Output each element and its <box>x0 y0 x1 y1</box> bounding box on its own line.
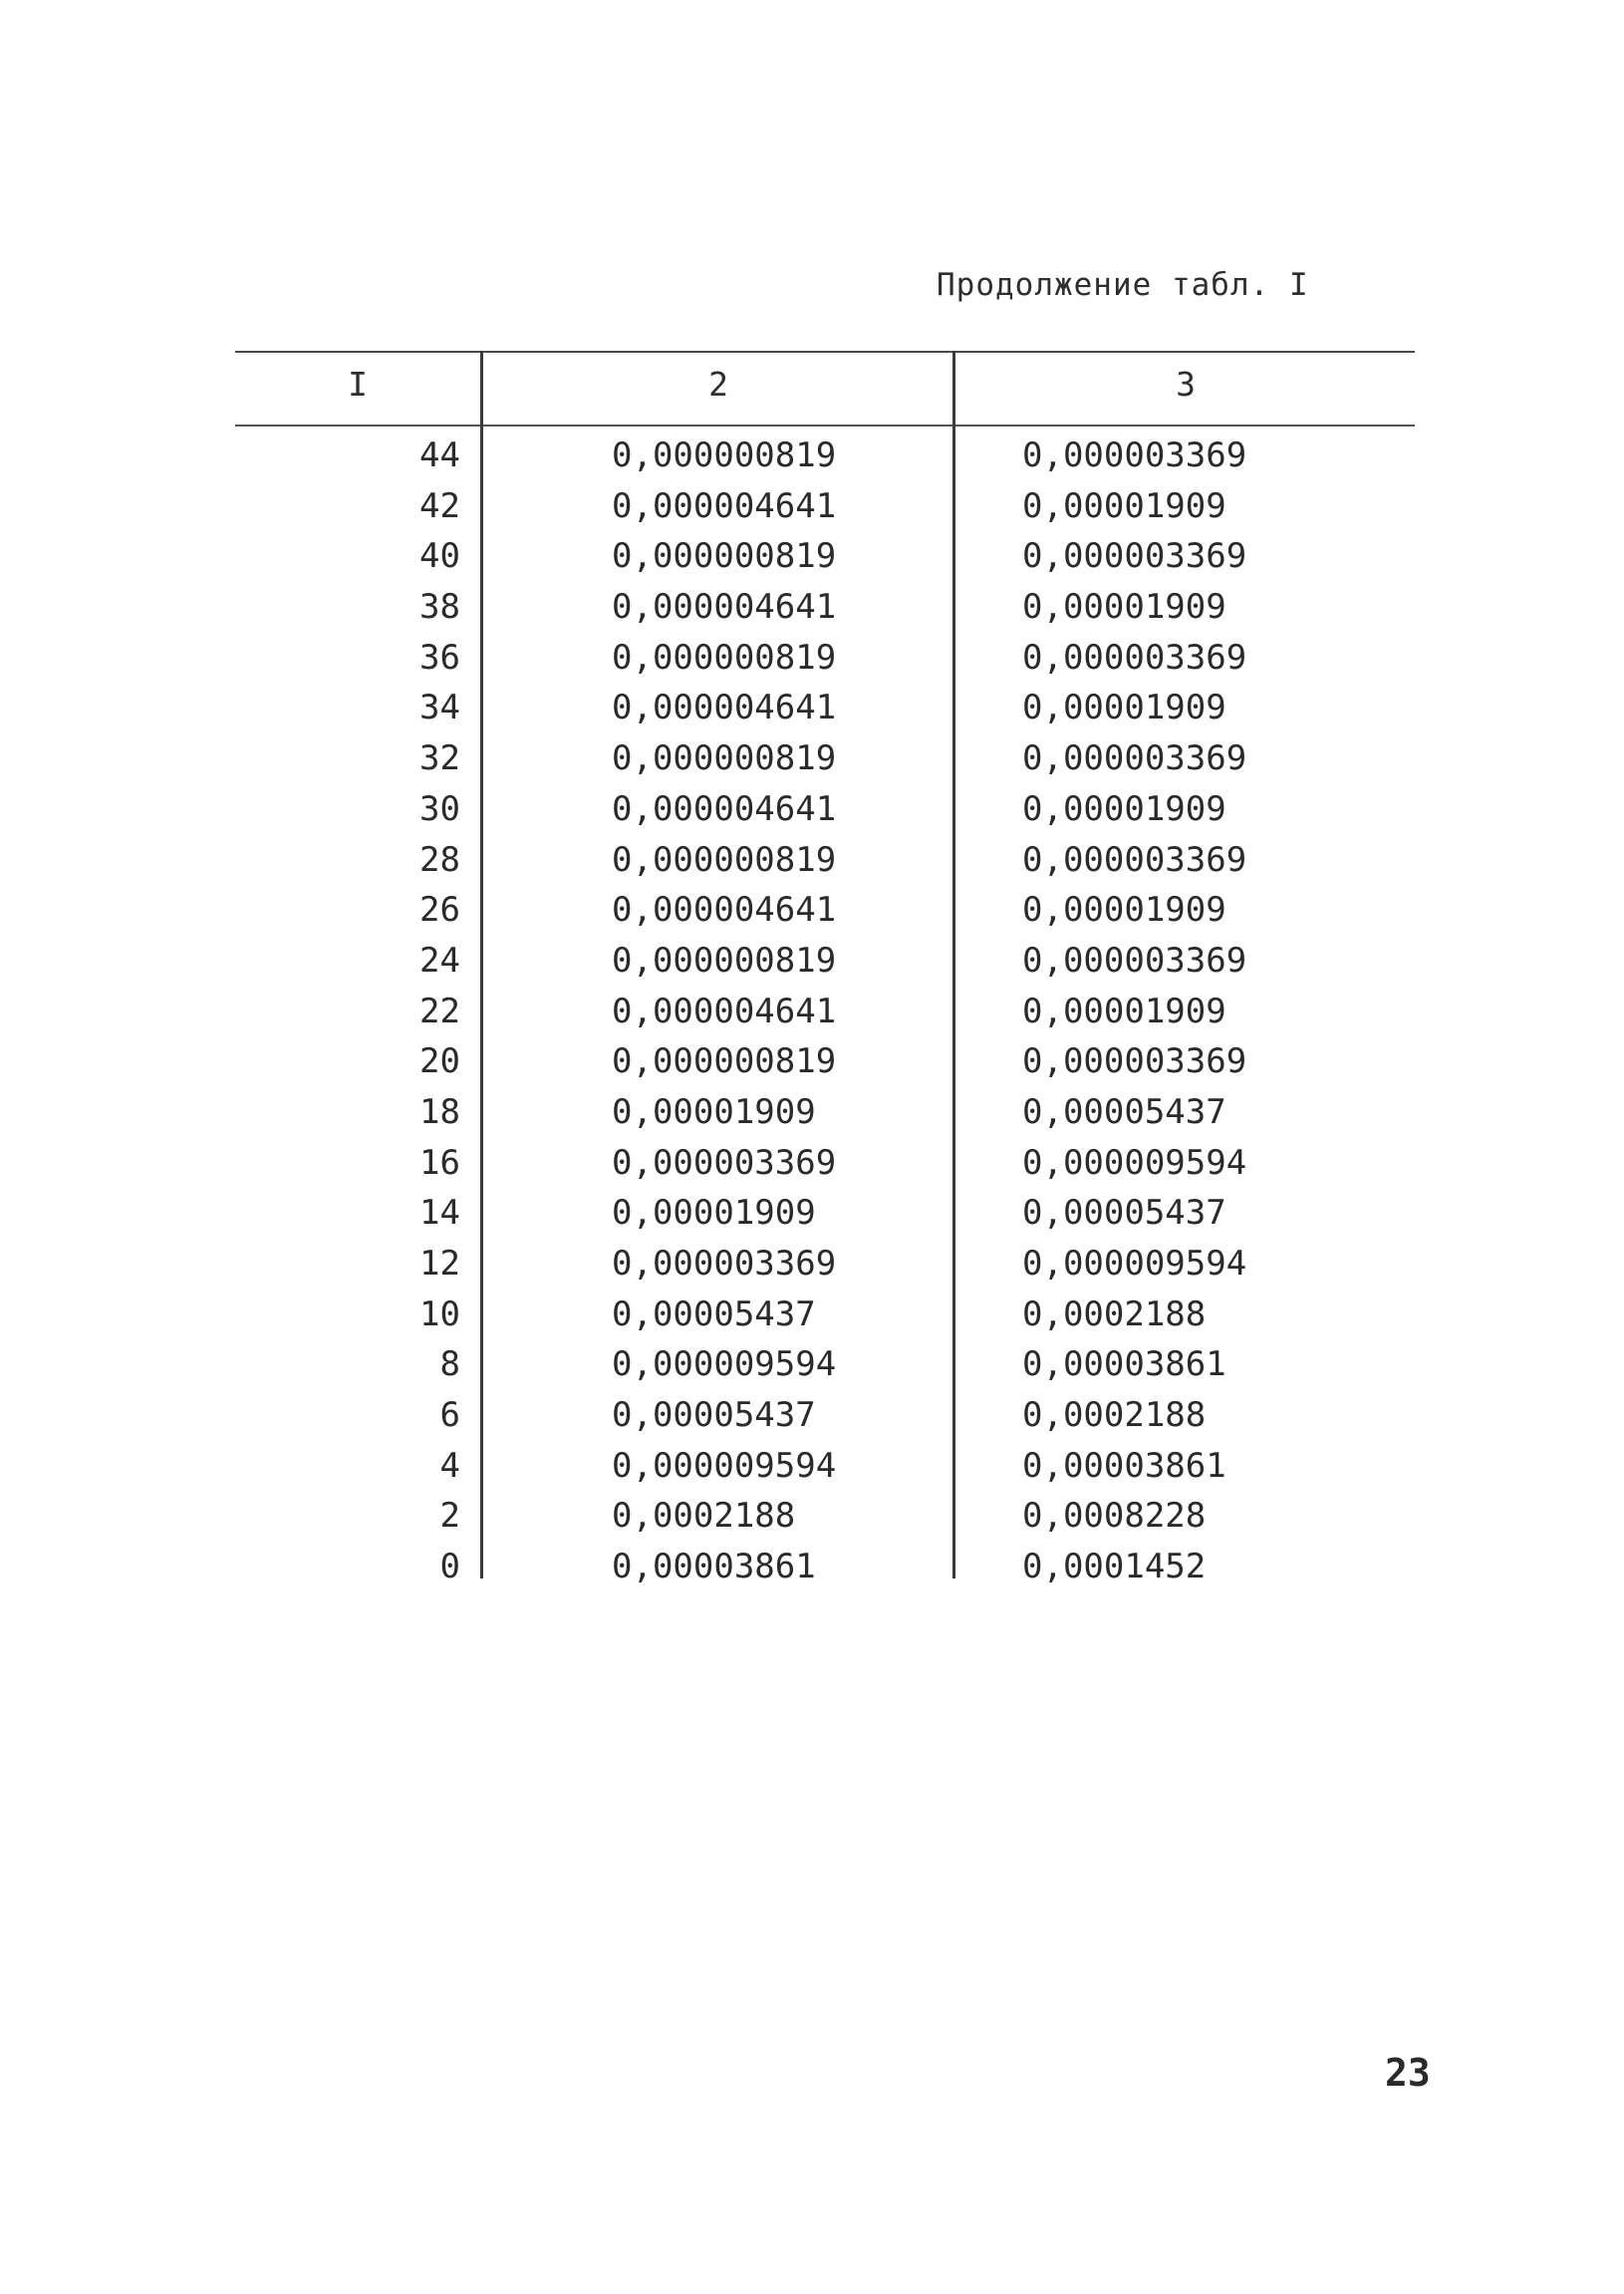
table-cell-col-1: 2 <box>439 1496 460 1537</box>
table-row <box>235 835 1415 886</box>
column-header-3: 3 <box>1176 365 1196 404</box>
table-cell-col-2: 0,000000819 <box>612 940 837 981</box>
table-cell-col-1: 6 <box>439 1395 460 1436</box>
table-cell-col-3: 0,000003369 <box>1022 940 1247 981</box>
table-cell-col-3: 0,000009594 <box>1022 1244 1247 1284</box>
table-cell-col-3: 0,00003861 <box>1022 1344 1226 1385</box>
table-row <box>235 1138 1415 1189</box>
table-cell-col-2: 0,000009594 <box>612 1344 837 1385</box>
table-cell-col-1: 32 <box>419 738 460 779</box>
table-cell-col-2: 0,0002188 <box>612 1496 796 1537</box>
table-row <box>235 1542 1415 1592</box>
table-row <box>235 1188 1415 1239</box>
table-cell-col-3: 0,00003861 <box>1022 1445 1226 1486</box>
table-cell-col-2: 0,000004641 <box>612 991 837 1031</box>
table-row <box>235 1491 1415 1542</box>
table-cell-col-2: 0,000000819 <box>612 637 837 678</box>
table-body <box>235 430 1415 1592</box>
table-cell-col-1: 16 <box>419 1142 460 1183</box>
table-row <box>235 1339 1415 1390</box>
table-cell-col-1: 44 <box>419 435 460 475</box>
table-cell-col-3: 0,000003369 <box>1022 738 1247 779</box>
table-cell-col-1: 18 <box>419 1091 460 1132</box>
table-cell-col-1: 0 <box>439 1547 460 1587</box>
table-cell-col-1: 20 <box>419 1041 460 1082</box>
header-separator-rule <box>235 425 1415 427</box>
table-cell-col-3: 0,0001452 <box>1022 1547 1207 1587</box>
table-cell-col-1: 12 <box>419 1244 460 1284</box>
table-cell-col-3: 0,0002188 <box>1022 1293 1207 1334</box>
table-cell-col-1: 42 <box>419 485 460 526</box>
table-cell-col-2: 0,00005437 <box>612 1395 816 1436</box>
column-header-2: 2 <box>708 365 728 404</box>
table-cell-col-1: 24 <box>419 940 460 981</box>
table-cell-col-3: 0,00001909 <box>1022 485 1226 526</box>
table-cell-col-3: 0,000009594 <box>1022 1142 1247 1183</box>
table-row <box>235 784 1415 835</box>
table-row <box>235 1290 1415 1340</box>
table-cell-col-2: 0,000000819 <box>612 1041 837 1082</box>
table-row <box>235 531 1415 582</box>
table-cell-col-2: 0,000004641 <box>612 587 837 628</box>
table-cell-col-2: 0,000004641 <box>612 485 837 526</box>
table-row <box>235 1390 1415 1441</box>
table-cell-col-1: 36 <box>419 637 460 678</box>
table-cell-col-3: 0,00001909 <box>1022 890 1226 931</box>
page-number: 23 <box>1385 2051 1431 2095</box>
table-cell-col-3: 0,00005437 <box>1022 1091 1226 1132</box>
table-cell-col-3: 0,00001909 <box>1022 587 1226 628</box>
table-cell-col-1: 38 <box>419 587 460 628</box>
table-row <box>235 733 1415 784</box>
table-row <box>235 987 1415 1037</box>
table-cell-col-3: 0,00005437 <box>1022 1193 1226 1234</box>
table-cell-col-3: 0,000003369 <box>1022 536 1247 577</box>
table-row <box>235 1036 1415 1087</box>
column-header-1: I <box>348 365 368 404</box>
table-cell-col-1: 22 <box>419 991 460 1031</box>
table-row <box>235 430 1415 481</box>
table-cell-col-2: 0,000003369 <box>612 1142 837 1183</box>
table-cell-col-2: 0,000004641 <box>612 788 837 829</box>
table-cell-col-2: 0,00001909 <box>612 1193 816 1234</box>
table-row <box>235 1087 1415 1138</box>
table-cell-col-3: 0,00001909 <box>1022 991 1226 1031</box>
table-cell-col-2: 0,00001909 <box>612 1091 816 1132</box>
table-cell-col-3: 0,00001909 <box>1022 788 1226 829</box>
table-cell-col-1: 14 <box>419 1193 460 1234</box>
table-cell-col-3: 0,000003369 <box>1022 1041 1247 1082</box>
table-cell-col-2: 0,000004641 <box>612 890 837 931</box>
table-row <box>235 582 1415 633</box>
table-row <box>235 633 1415 684</box>
table-cell-col-2: 0,000009594 <box>612 1445 837 1486</box>
table-row <box>235 1441 1415 1492</box>
table-cell-col-3: 0,000003369 <box>1022 637 1247 678</box>
table-cell-col-2: 0,000000819 <box>612 738 837 779</box>
table-cell-col-2: 0,000003369 <box>612 1244 837 1284</box>
table-cell-col-2: 0,000000819 <box>612 536 837 577</box>
table-cell-col-3: 0,000003369 <box>1022 839 1247 880</box>
table-cell-col-1: 26 <box>419 890 460 931</box>
table-cell-col-3: 0,000003369 <box>1022 435 1247 475</box>
table-cell-col-1: 40 <box>419 536 460 577</box>
table-cell-col-1: 30 <box>419 788 460 829</box>
table-cell-col-3: 0,0008228 <box>1022 1496 1207 1537</box>
table-cell-col-2: 0,000000819 <box>612 839 837 880</box>
table-cell-col-2: 0,000000819 <box>612 435 837 475</box>
table-cell-col-2: 0,000004641 <box>612 688 837 728</box>
table-row <box>235 683 1415 733</box>
table-row <box>235 1239 1415 1290</box>
data-table <box>235 351 1415 1587</box>
table-cell-col-2: 0,00003861 <box>612 1547 816 1587</box>
table-row <box>235 885 1415 936</box>
table-cell-col-2: 0,00005437 <box>612 1293 816 1334</box>
table-cell-col-1: 4 <box>439 1445 460 1486</box>
table-cell-col-3: 0,00001909 <box>1022 688 1226 728</box>
table-cell-col-1: 28 <box>419 839 460 880</box>
table-cell-col-1: 10 <box>419 1293 460 1334</box>
table-top-rule <box>235 351 1415 353</box>
table-caption: Продолжение табл. I <box>937 267 1309 303</box>
table-cell-col-3: 0,0002188 <box>1022 1395 1207 1436</box>
table-row <box>235 481 1415 532</box>
table-cell-col-1: 34 <box>419 688 460 728</box>
table-row <box>235 936 1415 987</box>
table-cell-col-1: 8 <box>439 1344 460 1385</box>
